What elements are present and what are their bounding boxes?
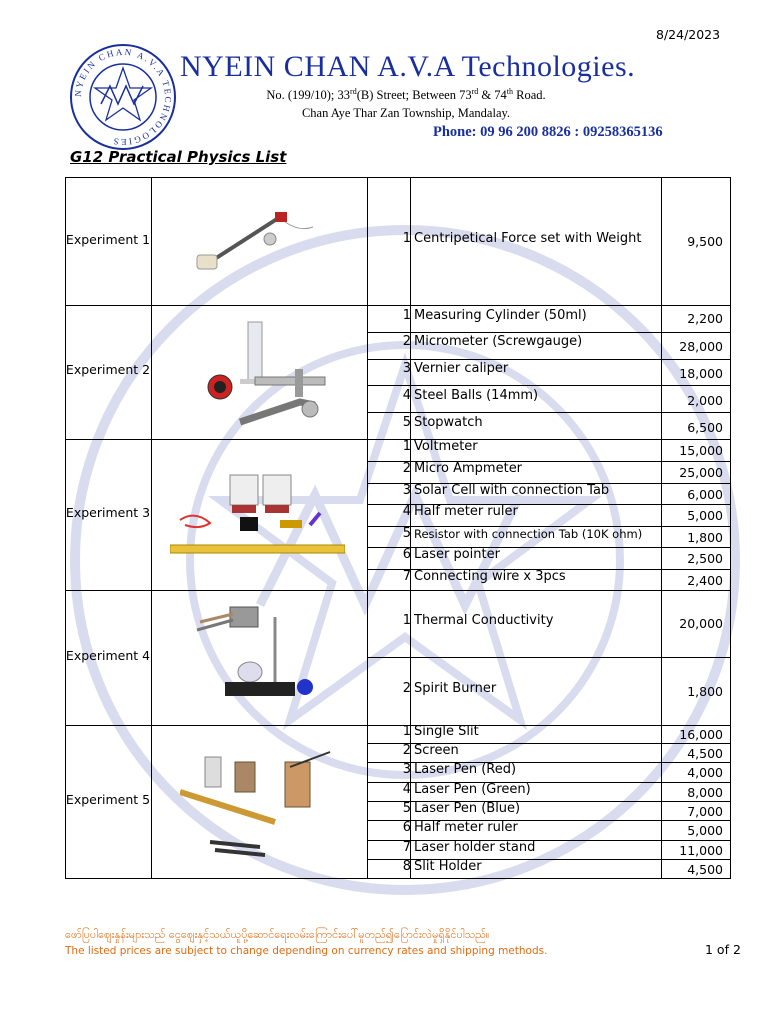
- experiment-label: Experiment 5: [65, 792, 151, 807]
- optics-kit-image: [180, 747, 340, 857]
- price-note-myanmar: ဖော်ပြပါဈေးနှုန်းများသည် ငွေဈေးနှင့်သယ်ယူပို့ဆောင်ရေးလမ်းကြောင်းပေါ်မူတည်၍ပြောင်းလဲမှုရှိနိုင်ပါသည်။: [65, 928, 490, 941]
- list-title: G12 Practical Physics List: [70, 148, 287, 166]
- company-name: NYEIN CHAN A.V.A Technologies.: [180, 50, 636, 83]
- experiment-label: Experiment 3: [65, 505, 151, 520]
- document-date: 8/24/2023: [656, 27, 721, 42]
- company-address: No. (199/10); 33rd(B) Street; Between 73rd & 74th Road. Chan Aye Thar Zan Township, Mandalay.: [266, 87, 546, 121]
- price-note-english: The listed prices are subject to change depending on currency rates and shipping methods.: [65, 945, 548, 957]
- electrical-kit-image: [170, 465, 345, 560]
- experiment-label: Experiment 1: [65, 232, 151, 247]
- measuring-tools-image: [200, 317, 350, 432]
- thermal-conductivity-image: [195, 602, 315, 707]
- phone-numbers: Phone: 09 96 200 8826 : 09258365136: [433, 124, 663, 140]
- page-number: 1 of 2: [705, 942, 741, 957]
- price-table: Experiment 1 1 Centripetical Force set with Weight 9,500 Experiment 2 1 Measuring Cylinder (50ml) 2,200 2 Micrometer (Screwgauge) 28,000 3 Vernier caliper 18,000 4 Steel Balls (14mm) 2,000 5 Stopwatch 6,500 Experiment 3 1 Voltmeter 15,000 2 Micro Ampmeter 25,000 3 Solar Cell with connection Tab 6,000 4 Half meter ruler 5,000 5 Resistor with connection Tab (10K ohm) 1,800 6 Laser pointer 2,500 7 Connecting wire x 3pcs 2,400 Experiment 4 1 Thermal Conductivity 20,000 2 Spirit Burner 1,800 Experiment 5 1 Single Slit 16,000 2 Screen 4,500 3 Laser Pen (Red) 4,000 4 Laser Pen (Green) 8,000 5 Laser Pen (Blue) 7,000 6 Half meter ruler 5,000 7 Laser holder stand 11,000 8 Slit Holder 4,500: [65, 177, 731, 879]
- experiment-label: Experiment 4: [65, 648, 151, 663]
- experiment-label: Experiment 2: [65, 362, 151, 377]
- svg-text:NYEIN CHAN A.V.A TECHNOLOGIES: NYEIN CHAN A.V.A TECHNOLOGIES: [72, 46, 174, 148]
- company-logo: [68, 42, 178, 152]
- centripetal-force-set-image: [185, 207, 325, 277]
